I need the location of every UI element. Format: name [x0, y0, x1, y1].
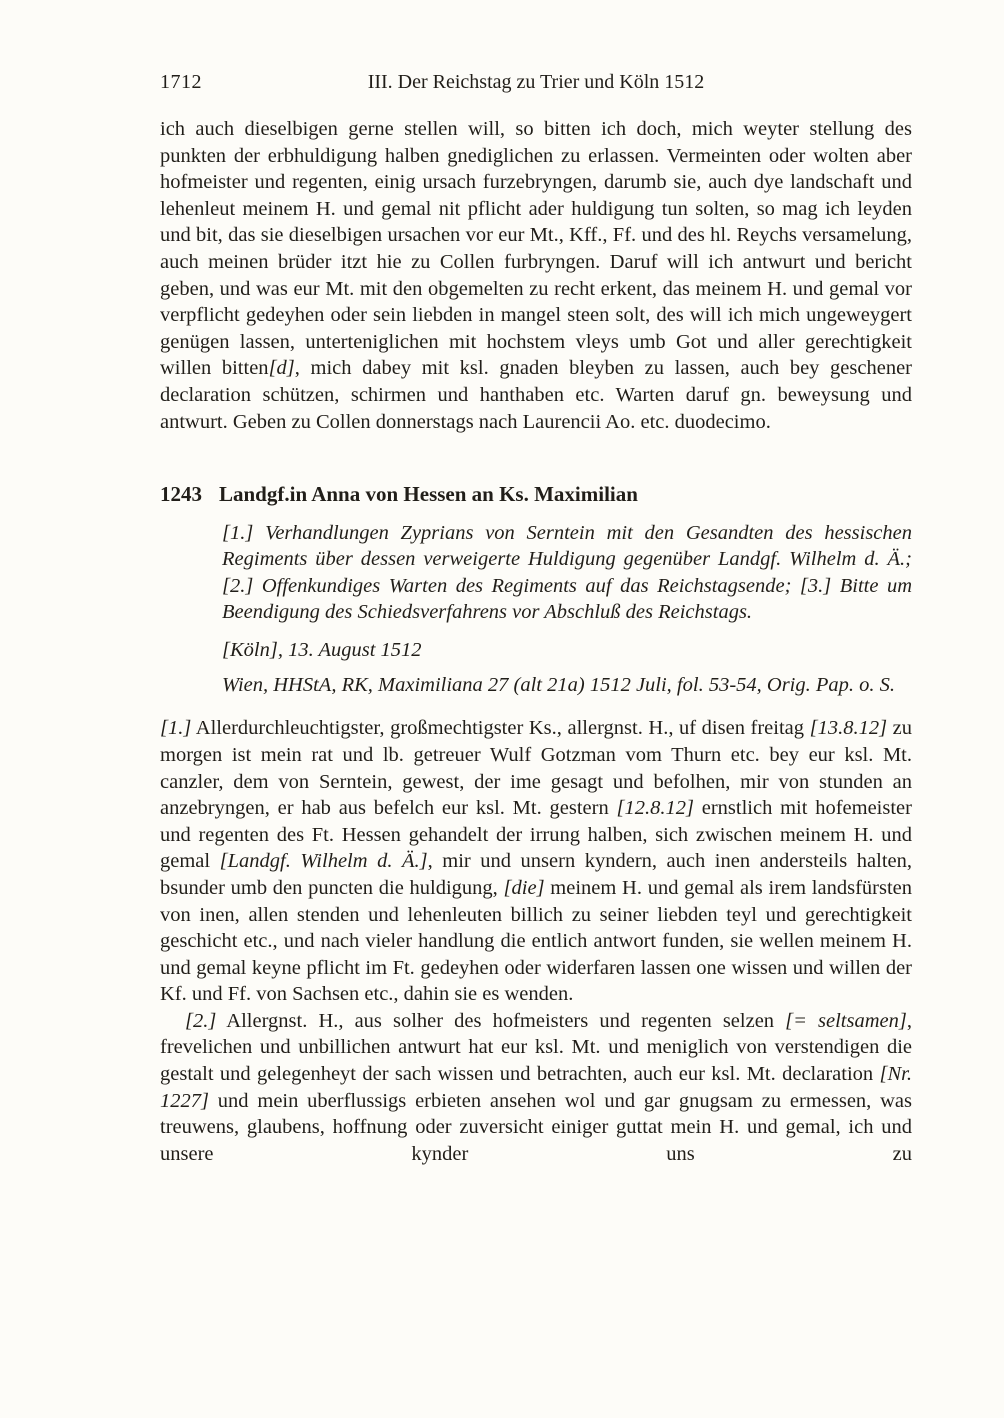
body-paragraph-2: [2.] Allergnst. H., aus solher des hofmeisters und regenten selzen [= seltsamen], frevelichen und unbillichen antwurt hat eur ksl. Mt. und meniglich von verstendigen die gestalt und gelegenheyt der sach wissen und betrachten, auch eur ksl. Mt. declaration [Nr. 1227] und mein uberflussigs erbieten ansehen wol und gar gnugsam zu ermessen, was treuwens, glaubens, hoffnung oder zuversicht einiger guttat mein H. und gemal, ich und unsere kynder uns zu [160, 1009, 912, 1165]
page-number: 1712 [160, 71, 202, 93]
entry-heading [160, 481, 912, 508]
running-head: III. Der Reichstag zu Trier und Köln 1512 [367, 71, 705, 93]
entry-number: 1243 [160, 482, 202, 507]
entry-title: Landgf.in Anna von Hessen an Ks. Maximilian [219, 482, 638, 507]
continuation-paragraph: ich auch dieselbigen gerne stellen will, so bitten ich doch, mich weyter stellung des punkten der erbhuldigung halben gnediglichen zu erlassen. Vermeinten oder wolten aber hofmeister und regenten, einig ursach furzebryngen, darumb sie, auch dye landschaft und lehenleut meinem H. und gemal nit pflicht ader huldigung tun solten, so mag ich leyden und bit, das sie dieselbigen ursachen vor eur Mt., Kff., Ff. und des hl. Reychs versamelung, auch meinen brüder itzt hie zu Collen furbryngen. Daruf will ich antwurt und bericht geben, und was eur Mt. mit den obgemelten zu recht erkent, das meinem H. und gemal vor verpflicht gedeyhen oder sein liebden in mangel steen solt, des will ich mich ungeweygert genügen lassen, unterteniglichen mit hochstem vleys umb Got und aller gerechtigkeit willen bitten[d], mich dabey mit ksl. gnaden bleyben zu lassen, auch bey geschener declaration schützen, schirmen und hanthaben etc. Warten daruf gn. beweysung und antwurt. Geben zu Collen donnerstags nach Laurencii Ao. etc. duodecimo. [160, 118, 913, 433]
entry-dateline: [Köln], 13. August 1512 [222, 638, 422, 661]
entry-source: Wien, HHStA, RK, Maximiliana 27 (alt 21a) 1512 Juli, fol. 53-54, Orig. Pap. o. S. [222, 674, 896, 697]
entry-summary: [1.] Verhandlungen Zyprians von Serntein mit den Gesandten des hessischen Regiments über dessen verweigerte Huldigung gegenüber Landgf. Wilhelm d. Ä.; [2.] Offenkundiges Warten des Regiments auf das Reichstagsende; [3.] Bitte um Beendigung des Schiedsverfahrens vor Abschluß des Reichstags. [222, 522, 912, 623]
page-header [160, 70, 912, 95]
body-paragraph-1: [1.] Allerdurchleuchtigster, großmechtigster Ks., allergnst. H., uf disen freitag [13.8.12] zu morgen ist mein rat und lb. getreuer Wulf Gotzman vom Thurn etc. bey eur ksl. Mt. canzler, dem von Serntein, gewest, der ime gesagt und befolhen, mir von stunden an anzebryngen, er hab aus befelch eur ksl. Mt. gestern [12.8.12] ernstlich mit hofemeister und regenten des Ft. Hessen gehandelt der irrung halben, sich zwischen meinem H. und gemal [Landgf. Wilhelm d. Ä.], mir und unsern kyndern, auch inen andersteils halten, bsunder umb den puncten die huldigung, [die] meinem H. und gemal als irem landsfürsten von inen, allen stenden und lehenleuten billich zu seiner liebden teyl und gerechtigkeit geschicht etc., und nach vieler handlung die entlich antwort funden, sie wellen meinem H. und gemal keyne pflicht im Ft. gedeyhen oder widerfaren lassen one wissen und willen der Kf. und Ff. von Sachsen etc., dahin sie es wenden. [160, 717, 913, 1006]
text-block [160, 116, 912, 1167]
